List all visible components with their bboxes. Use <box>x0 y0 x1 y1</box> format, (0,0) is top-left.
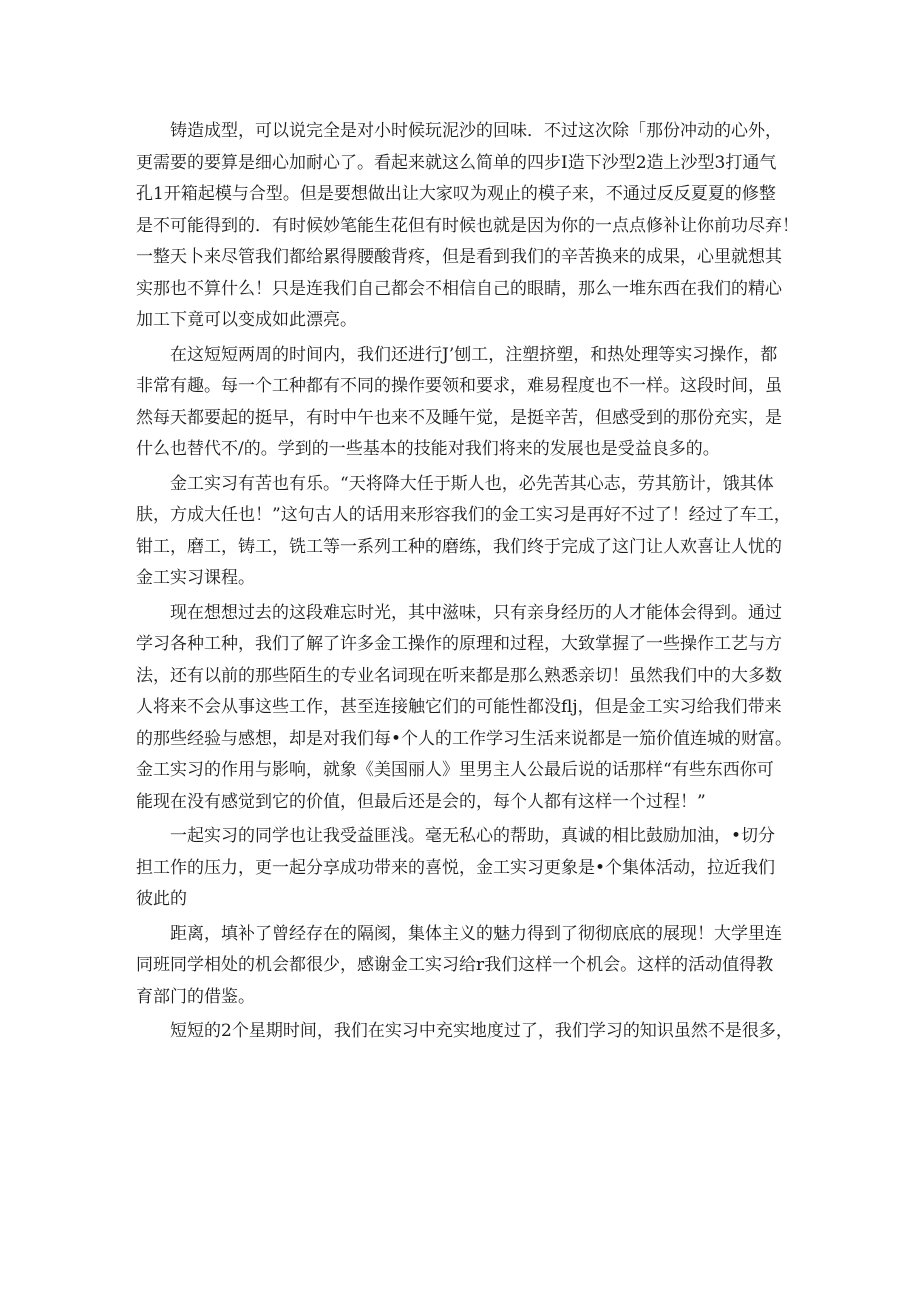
paragraph-two-weeks <box>136 340 786 466</box>
text-line: 更需要的要算是细心加耐心了。看起来就这么简单的四步I造下沙型2造上沙型3打通气 <box>136 152 777 173</box>
paragraph-bitter-and-joy <box>136 469 791 595</box>
text-line: 钳工，磨工，铸工，铣工等一系列工种的磨练，我们终于完成了这门让人欢喜让人忧的 <box>136 536 782 557</box>
text-line: 金工实习课程。 <box>136 568 255 588</box>
text-line: 彼此的 <box>136 889 187 909</box>
text-line: 人将来不会从事这些工作，甚至连接触它们的可能性都没flj，但是金工实习给我们带来 <box>136 697 782 717</box>
text-line: 育部门的借鉴。 <box>136 986 255 1007</box>
text-line: 铸造成型，可以说完全是对小时候玩泥沙的回味．不过这次除「那份冲动的心外， <box>170 121 782 141</box>
paragraph-classmates <box>136 821 786 916</box>
text-line: 距离，填补了曾经存在的隔阂，集体主义的魅力得到了彻彻底底的展现！大学里连 <box>170 923 782 944</box>
text-line: 什么也替代不/的。学到的一些基本的技能对我们将来的发展也是受益良多的。 <box>136 439 720 459</box>
text-line: 金工实习的作用与影响，就象《美国丽人》里男主人公最后说的话那样“有些东西你可 <box>136 760 774 780</box>
text-line: 一起实习的同学也让我受益匪浅。毫无私心的帮助，真诚的相比鼓励加油，•切分 <box>170 826 776 846</box>
paragraph-two-weeks-summary <box>136 1016 793 1048</box>
paragraph-reflection <box>136 598 793 819</box>
text-line: 孔1开箱起模与合型。但是要想做出让大家叹为观止的模子来，不通过反反夏夏的修整 <box>136 184 776 204</box>
text-line: 是不可能得到的．有时候妙笔能生花但有时候也就是因为你的一点点修补让你前功尽弃！ <box>136 215 799 236</box>
text-line: 然每天都要起的挺早，有时中午也来不及睡午觉，是挺辛苦，但感受到的那份充实，是 <box>136 407 782 428</box>
text-line: 学习各种工种，我们了解了许多金工操作的原理和过程，大致掌握了一些操作工艺与方 <box>136 634 782 654</box>
text-line: 担工作的压力，更一起分享成功带来的喜悦，金工实习更象是•个集体活动，拉近我们 <box>136 857 776 878</box>
text-line: 在这短短两周的时间内，我们还进行J’刨工，注塑挤塑，和热处理等实习操作，都 <box>170 344 778 365</box>
text-line: 金工实习有苦也有乐。“天将降大任于斯人也，必先苦其心志，劳其筋计，饿其体 <box>170 473 774 494</box>
text-line: 非常有趣。每一个工种都有不同的操作要领和要求，难易程度也不一样。这段时间，虽 <box>136 376 782 396</box>
text-line: 一整天卜来尽管我们都给累得腰酸背疼，但是看到我们的辛苦换来的成果，心里就想其 <box>136 247 782 267</box>
text-line: 加工下竟可以变成如此漂亮。 <box>136 310 357 330</box>
text-line: 同班同学相处的机会都很少，感谢金工实习给r我们这样一个机会。这样的活动值得教 <box>136 955 774 975</box>
text-line: 法，还有以前的那些陌生的专业名词现在听来都是那么熟悉亲切！虽然我们中的大多数 <box>136 665 782 686</box>
text-line: 现在想想过去的这段难忘时光，其中滋味，只有亲身经历的人才能体会得到。通过 <box>170 602 782 623</box>
paragraph-distance <box>136 919 786 1014</box>
text-line: 能现在没有感觉到它的价值，但最后还是会的，每个人都有这样一个过程！” <box>136 791 706 812</box>
body-text <box>136 116 799 1048</box>
text-line: 的那些经验与感想，却是对我们每•个人的工作学习生活来说都是一笳价值连城的财富。 <box>136 728 793 749</box>
text-line: 短短的2个星期时间，我们在实习中充实地度过了，我们学习的知识虽然不是很多， <box>170 1021 793 1041</box>
text-line: 实那也不算什么！只是连我们自己都会不相信自己的眼睛，那么一堆东西在我们的精心 <box>136 278 782 299</box>
paragraph-casting <box>136 116 799 337</box>
text-line: 肤，方成大任也！”这句古人的话用来形容我们的金工实习是再好不过了！经过了车工， <box>136 505 791 525</box>
